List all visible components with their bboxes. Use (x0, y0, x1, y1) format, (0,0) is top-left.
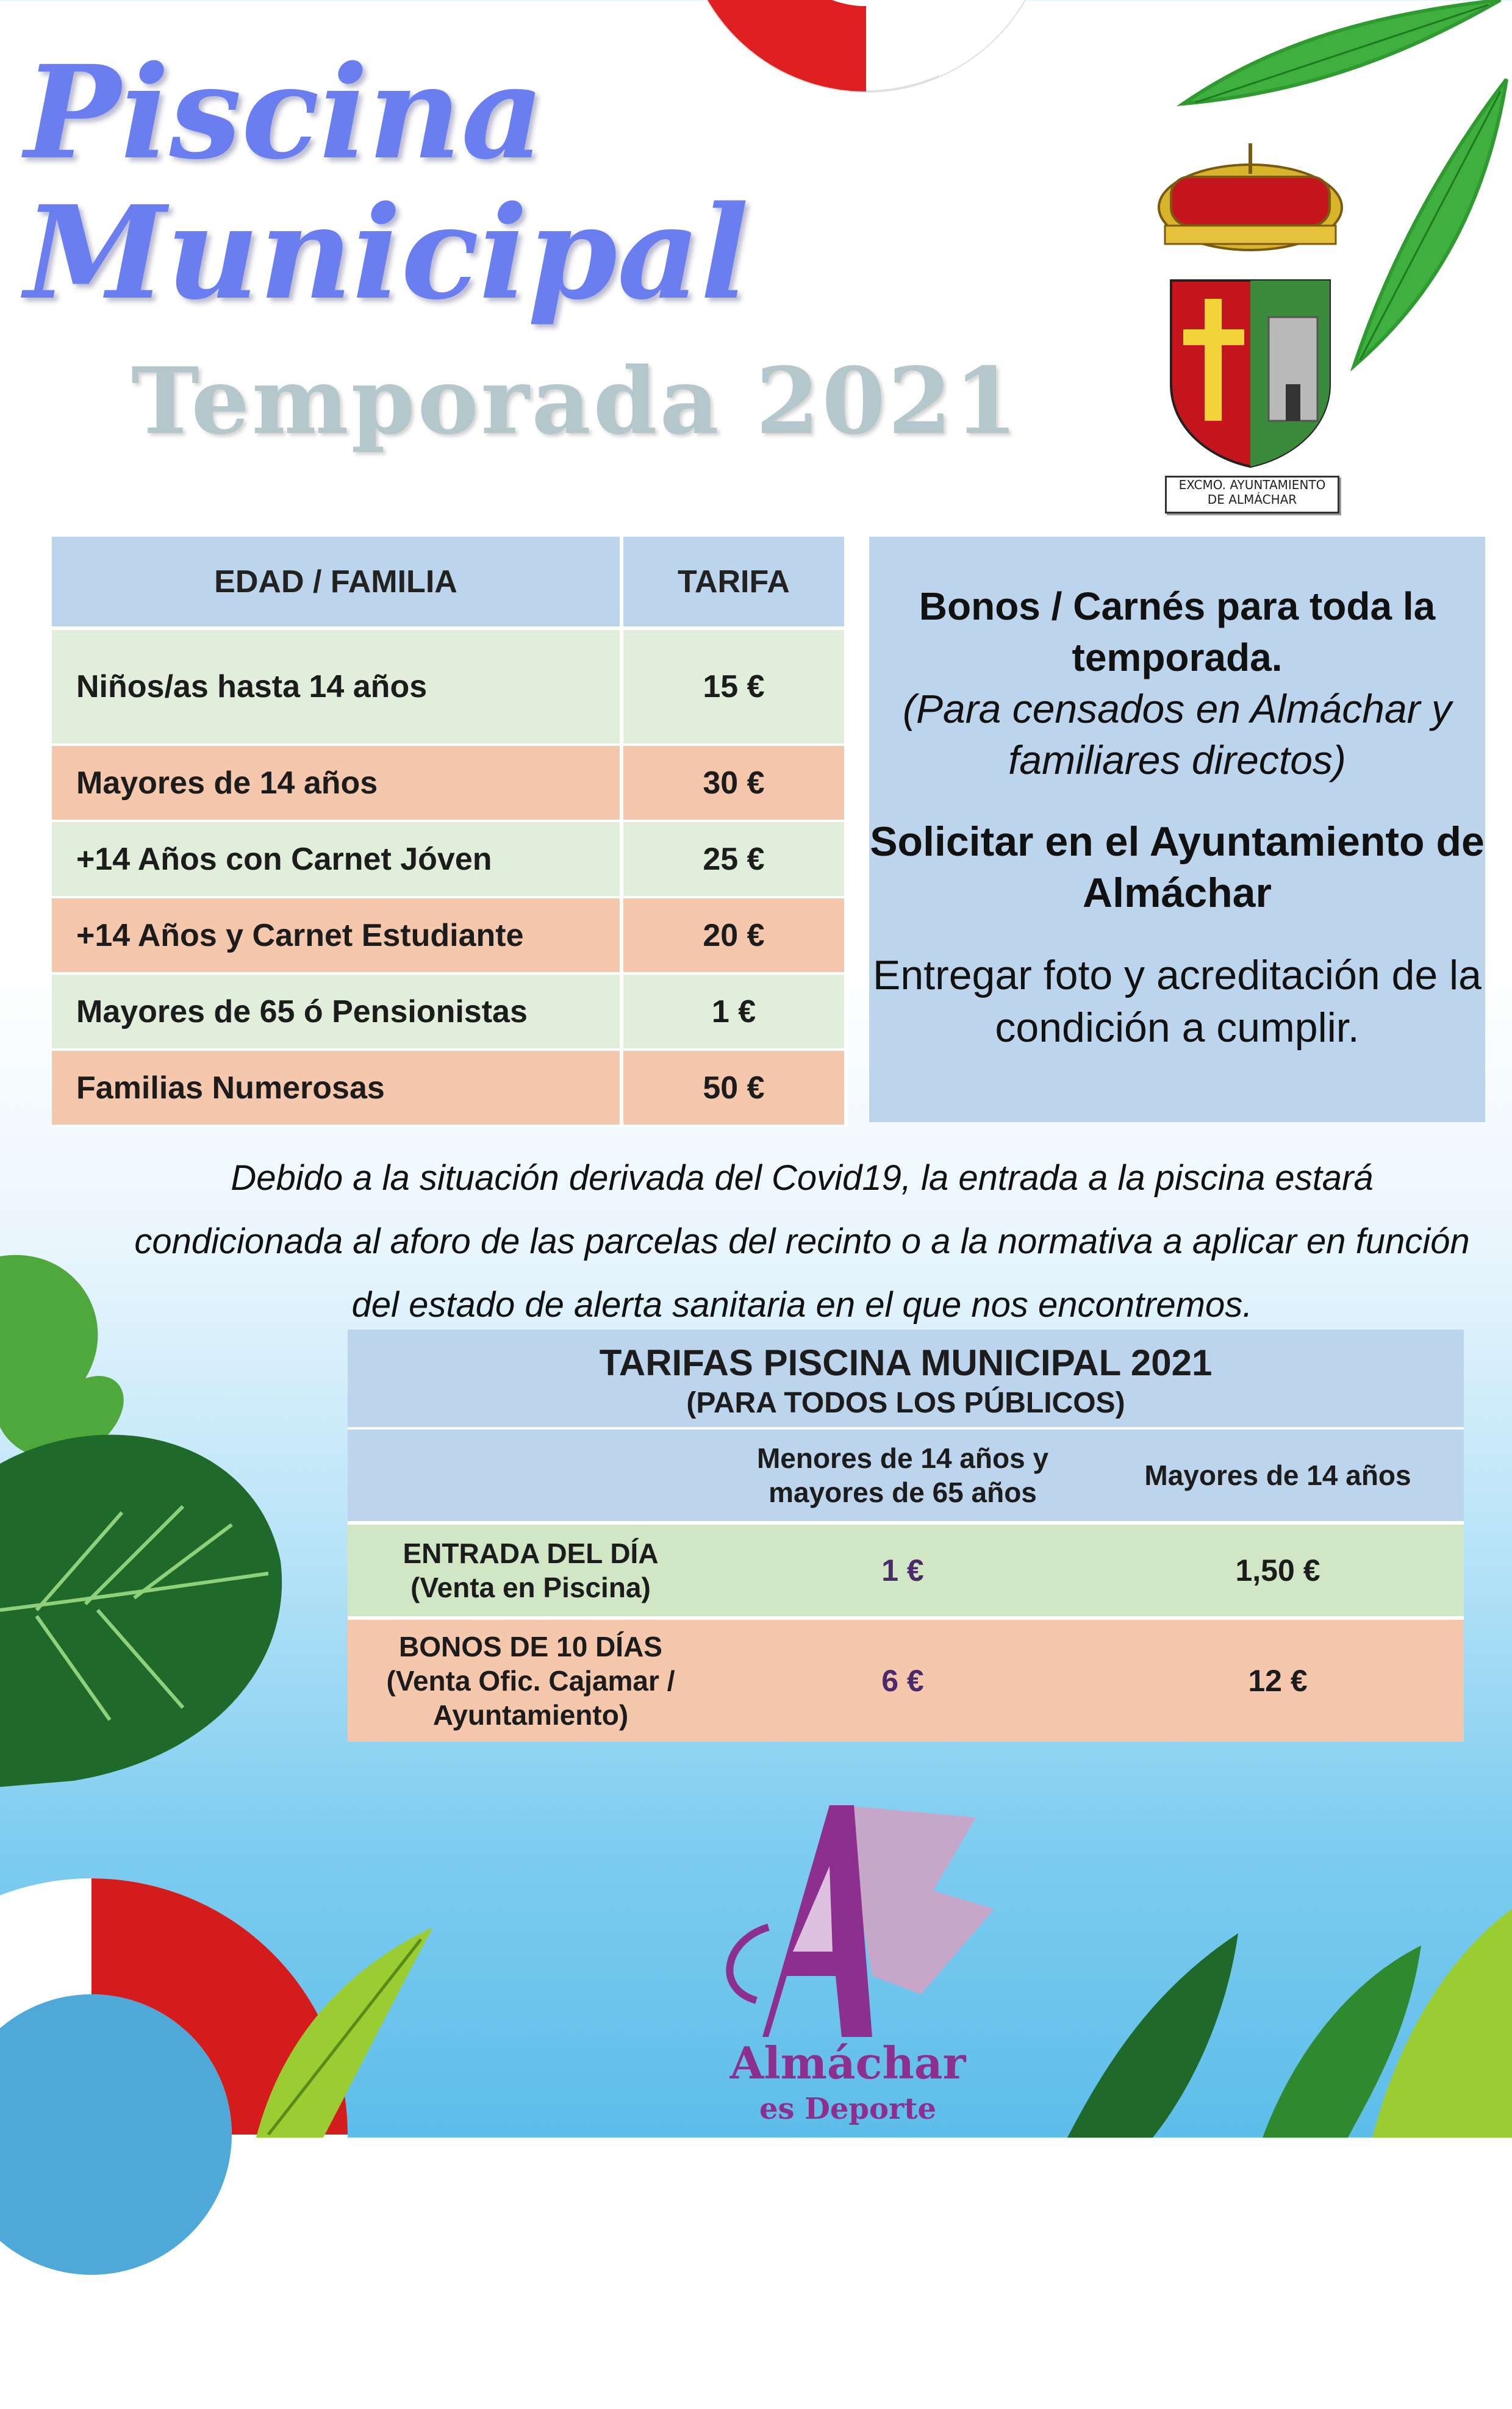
palm-leaf-icon (232, 1921, 451, 2138)
row-label-line2: (Venta Ofic. Cajamar / (386, 1665, 675, 1697)
palm-leaf-icon (1006, 1860, 1512, 2138)
row-price-minors: 1 € (881, 1553, 924, 1588)
season-heading: Temporada 2021 (131, 348, 1020, 455)
logo-text-es-deporte: es Deporte (759, 2092, 936, 2126)
row-label-line1: ENTRADA DEL DÍA (403, 1537, 659, 1569)
info-where: Solicitar en el Ayuntamiento de Almáchar (870, 818, 1485, 916)
monstera-leaf-icon (0, 1220, 293, 1830)
life-ring-icon (671, 0, 1061, 104)
column-header-minors-seniors: Menores de 14 años y mayores de 65 años (756, 1442, 1049, 1508)
table-row (348, 1616, 1464, 1742)
almachar-es-deporte-logo (689, 1793, 1006, 2061)
crest-label (1165, 476, 1339, 514)
table-row (52, 822, 848, 898)
row-price: 1 € (623, 975, 848, 1051)
row-label: Familias Numerosas (52, 1051, 623, 1127)
title-line2: Municipal (24, 177, 749, 328)
row-label: Mayores de 14 años (52, 746, 623, 822)
row-price-adults: 12 € (1248, 1664, 1308, 1698)
row-price: 20 € (623, 898, 848, 975)
table-row (52, 746, 848, 822)
row-price: 30 € (623, 746, 848, 822)
info-heading: Bonos / Carnés para toda la temporada. (919, 584, 1436, 679)
row-label-line1: BONOS DE 10 DÍAS (399, 1631, 662, 1663)
public-tariffs-table (348, 1330, 1464, 1742)
table-row (52, 975, 848, 1051)
coat-of-arms-icon (1147, 140, 1354, 518)
title-line1: Piscina (24, 37, 545, 188)
public-table-columns (348, 1427, 1464, 1521)
column-header-price: TARIFA (623, 537, 848, 630)
column-header-adults: Mayores de 14 años (1144, 1459, 1411, 1491)
row-label: +14 Años con Carnet Jóven (52, 822, 623, 898)
crest-label-line2: DE ALMÁCHAR (1207, 492, 1297, 507)
table-row (52, 630, 848, 746)
table-row (348, 1521, 1464, 1616)
column-blank (348, 1430, 714, 1521)
row-label: Niños/as hasta 14 años (52, 630, 623, 746)
row-label: Mayores de 65 ó Pensionistas (52, 975, 623, 1051)
row-label: +14 Años y Carnet Estudiante (52, 898, 623, 975)
row-label-line2: (Venta en Piscina) (410, 1572, 651, 1603)
info-eligibility: (Para censados en Almáchar y familiares directos) (903, 686, 1452, 782)
row-price: 15 € (623, 630, 848, 746)
logo-text-almachar: Almáchar (729, 2037, 966, 2089)
season-pass-table (52, 537, 848, 1127)
row-price-minors: 6 € (881, 1664, 924, 1698)
row-price: 50 € (623, 1051, 848, 1127)
table-row (52, 1051, 848, 1127)
column-header-age: EDAD / FAMILIA (52, 537, 623, 630)
public-table-header (348, 1330, 1464, 1427)
crest-label-line1: EXCMO. AYUNTAMIENTO (1178, 478, 1326, 492)
info-requirements: Entregar foto y acreditación de la condición a cumplir. (873, 952, 1482, 1051)
row-label-line3: Ayuntamiento) (432, 1699, 629, 1731)
covid-notice: Debido a la situación derivada del Covid19, la entrada a la piscina estará condicionada al aforo de las parcelas del recinto o a la normativa a aplicar en función del estado de alerta sanitaria en el que nos encontremos. (134, 1158, 1470, 1325)
row-price-adults: 1,50 € (1235, 1553, 1320, 1588)
public-table-subtitle: (PARA TODOS LOS PÚBLICOS) (686, 1387, 1125, 1419)
row-label (348, 1525, 714, 1616)
season-pass-info (869, 537, 1485, 1122)
table-row (52, 898, 848, 975)
row-price: 25 € (623, 822, 848, 898)
row-label (348, 1620, 714, 1742)
public-table-title: TARIFAS PISCINA MUNICIPAL 2021 (599, 1342, 1213, 1383)
